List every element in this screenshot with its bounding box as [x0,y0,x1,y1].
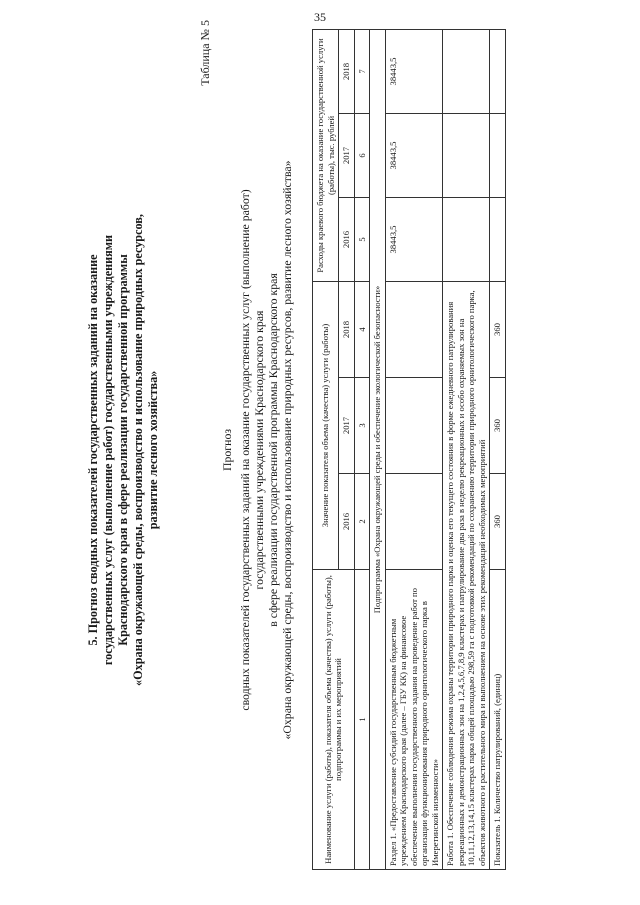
subtitle-line: в сфере реализации государственной программы Краснодарского края [266,273,280,627]
table-number: Таблица № 5 [198,20,212,86]
expense-cell [443,197,490,281]
expense-cell: 38443,5 [385,197,443,281]
expense-cell [490,29,506,113]
year-cell: 2017 [339,378,355,474]
section-name: Раздел 1. «Предоставление субсидий государственным бюджетным учреждением Краснодарского края (далее – ГБУ КК) на финансовое обеспечение выполнения государственного задания на проведение работ по организации функционирования природного орнитологического парка в Имеретинской низменности» [385,570,443,870]
year-cell: 2017 [339,113,355,197]
subtitle-line: «Охрана окружающей среды, воспроизводство и использование природных ресурсов, развитие лесного хозяйства» [280,160,294,740]
work-description: Работа 1. Обеспечение соблюдения режима охраны территории природного парка и оценка его текущего состояния в форме ежедневного патрулирования рекреационных и демонстрационных зон на 1,2,4,5,6,7,8,9 кластерах и патрулирование два раза в неделю рекреационных и особо охраняемых зон на 10,11,12,13,14,15 кластерах парка общей площадью 298,59 га с подготовкой рекомендаций по сохранению территории природного орнитологического парка, объектов животного и растительного мира и выполнением на основе этих рекомендаций необходимых мероприятий [443,281,490,869]
subprogram-row [370,29,386,869]
table-subtitle [220,20,294,880]
table-header-row [313,29,339,869]
value-cell: 360 [490,281,506,377]
page-number: 35 [314,10,326,24]
heading-line: 5. Прогноз сводных показателей государственных заданий на оказание [86,254,100,646]
col-header-name: Наименование услуги (работы), показателя объема (качества) услуги (работы), подпрограммы и их мероприятий [313,570,355,870]
value-cell [385,281,443,377]
subtitle-line: государственными учреждениями Краснодарского края [252,310,266,590]
col-header-values: Значение показателя объема (качества) услуги (работы) [313,281,339,569]
table-row [490,29,506,869]
table-row [385,29,443,869]
col-num: 4 [354,281,370,377]
heading-line: Краснодарского края в сфере реализации государственной программы [116,254,130,646]
expense-cell [443,113,490,197]
forecast-table [312,29,506,870]
value-cell [385,378,443,474]
subtitle-line: Прогноз [220,428,234,472]
value-cell: 360 [490,378,506,474]
col-num: 2 [354,474,370,570]
heading-line: государственных услуг (выполнение работ) государственными учреждениями [101,234,115,666]
year-cell: 2018 [339,29,355,113]
col-num: 3 [354,378,370,474]
subtitle-line: сводных показателей государственных заданий на оказание государственных услуг (выполнение работ) [238,189,252,711]
year-cell: 2018 [339,281,355,377]
rotated-page-content [20,20,620,880]
subprogram-title: Подпрограмма «Охрана окружающей среды и обеспечение экологической безопасности» [370,29,386,869]
col-num: 1 [354,570,370,870]
column-number-row [354,29,370,869]
expense-cell: 38443,5 [385,29,443,113]
expense-cell [490,197,506,281]
col-header-expenses: Расходы краевого бюджета на оказание государственной услуги (работы), тыс. рублей [313,29,339,281]
indicator-name: Показатель 1. Количество патрулирований, (единиц) [490,570,506,870]
year-cell: 2016 [339,474,355,570]
expense-cell: 38443,5 [385,113,443,197]
section-heading [86,20,161,880]
value-cell: 360 [490,474,506,570]
value-cell [385,474,443,570]
col-num: 6 [354,113,370,197]
heading-line: развитие лесного хозяйства» [146,370,160,530]
col-num: 5 [354,197,370,281]
expense-cell [443,29,490,113]
heading-line: «Охрана окружающей среды, воспроизводство и использование природных ресурсов, [131,214,145,686]
col-num: 7 [354,29,370,113]
expense-cell [490,113,506,197]
year-cell: 2016 [339,197,355,281]
table-row [443,29,490,869]
